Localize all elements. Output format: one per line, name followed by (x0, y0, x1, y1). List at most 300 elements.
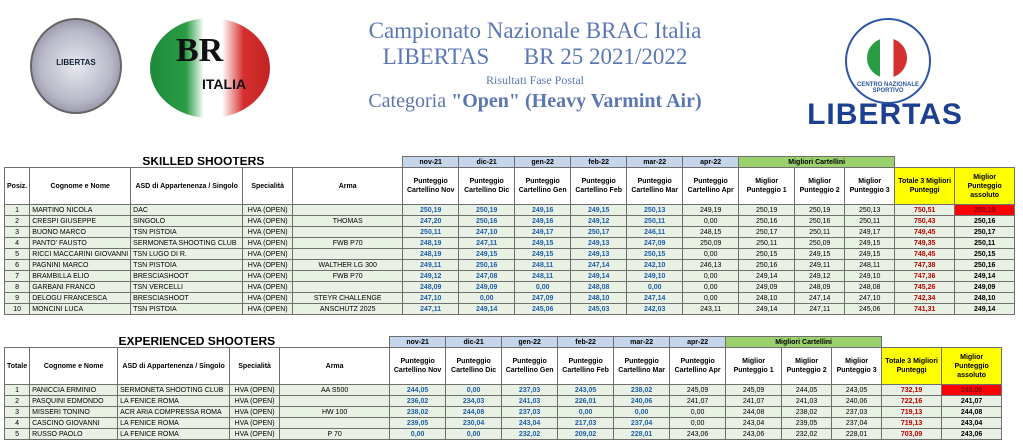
title-line4 (300, 88, 770, 114)
table-cell: 249,13 (571, 238, 627, 249)
table-cell: 248,15 (683, 227, 739, 238)
table-cell: 0,00 (558, 407, 614, 418)
month-header: apr-22 (683, 157, 739, 168)
table-cell: 0,00 (614, 407, 670, 418)
table-row (5, 304, 1015, 315)
table-cell: 239,05 (782, 418, 832, 429)
column-header: Cognome e Nome (30, 348, 118, 385)
table-row (5, 407, 1002, 418)
table-cell (293, 282, 403, 293)
table-cell: 250,11 (739, 238, 795, 249)
table-cell: 250,13 (627, 205, 683, 216)
table-cell: 247,14 (627, 293, 683, 304)
table-row (5, 205, 1015, 216)
table-cell: 749,45 (895, 227, 955, 238)
table-cell: 0,00 (683, 249, 739, 260)
table-cell: 247,08 (459, 271, 515, 282)
table-cell: ANSCHUTZ 2025 (293, 304, 403, 315)
column-header: Punteggio Cartellino Feb (571, 168, 627, 205)
table-cell: 4 (5, 418, 30, 429)
table-cell: TSN PISTOIA (131, 227, 243, 238)
table-cell: 238,02 (390, 407, 446, 418)
table-cell: 742,34 (895, 293, 955, 304)
column-header: Punteggio Cartellino Gen (502, 348, 558, 385)
migliori-header: Migliori Cartellini (739, 157, 895, 168)
column-header: Punteggio Cartellino Nov (390, 348, 446, 385)
table-cell: 250,11 (627, 216, 683, 227)
table-cell: MISSERI TONINO (30, 407, 118, 418)
table-cell: 250,15 (627, 249, 683, 260)
table-cell: HVA (OPEN) (230, 396, 280, 407)
table-cell: 249,16 (515, 216, 571, 227)
column-header: Cognome e Nome (30, 168, 131, 205)
table-cell: 250,17 (955, 227, 1015, 238)
table-cell: 247,09 (627, 238, 683, 249)
table-cell: 249,14 (739, 304, 795, 315)
table-cell: 249,11 (795, 260, 845, 271)
table-cell: 9 (5, 293, 30, 304)
column-header: Miglior Punteggio 1 (739, 168, 795, 205)
experienced-table-wrap (4, 336, 1002, 440)
table-cell: 750,43 (895, 216, 955, 227)
table-cell: 245,09 (942, 385, 1002, 396)
table-cell: 250,11 (955, 238, 1015, 249)
table-cell: 0,00 (683, 282, 739, 293)
table-cell: HVA (OPEN) (243, 304, 293, 315)
blank-cell (882, 337, 1002, 348)
table-cell: DAC (131, 205, 243, 216)
table-cell: HVA (OPEN) (243, 205, 293, 216)
table-cell (293, 249, 403, 260)
month-header: apr-22 (670, 337, 726, 348)
table-cell: 249,16 (515, 205, 571, 216)
table-cell: RICCI MACCARINI GIOVANNI (30, 249, 131, 260)
table-cell: 238,02 (782, 407, 832, 418)
table-cell: 245,09 (726, 385, 782, 396)
table-cell: 249,15 (571, 205, 627, 216)
column-header: Punteggio Cartellino Feb (558, 348, 614, 385)
table-cell: 243,04 (726, 418, 782, 429)
table-cell: 741,31 (895, 304, 955, 315)
table-cell: 244,05 (390, 385, 446, 396)
table-cell: HVA (OPEN) (230, 418, 280, 429)
column-header: Punteggio Cartellino Mar (614, 348, 670, 385)
page-title (300, 18, 770, 114)
table-cell: PANICCIA ERMINIO (30, 385, 118, 396)
table-cell: 245,06 (515, 304, 571, 315)
column-header: Posiz. (5, 168, 30, 205)
table-cell: ACR ARIA COMPRESSA ROMA (118, 407, 230, 418)
table-cell: 249,14 (459, 304, 515, 315)
table-cell: 732,19 (882, 385, 942, 396)
table-cell: 209,02 (558, 429, 614, 440)
table-cell (293, 227, 403, 238)
table-cell: 749,35 (895, 238, 955, 249)
month-header: dic-21 (446, 337, 502, 348)
table-cell: 250,19 (795, 205, 845, 216)
table-cell: 250,09 (683, 238, 739, 249)
column-header: Punteggio Cartellino Mar (627, 168, 683, 205)
section-title: EXPERIENCED SHOOTERS (5, 337, 390, 348)
logo-mid-text: BR (176, 32, 224, 69)
table-cell: 242,10 (627, 260, 683, 271)
table-cell: 250,15 (955, 249, 1015, 260)
table-cell: HVA (OPEN) (243, 227, 293, 238)
table-cell: 5 (5, 429, 30, 440)
table-cell: SINGOLO (131, 216, 243, 227)
table-cell: 250,19 (739, 205, 795, 216)
table-cell: TSN LUGO DI R. (131, 249, 243, 260)
table-cell: STEYR CHALLENGE (293, 293, 403, 304)
table-cell: 250,16 (739, 216, 795, 227)
table-cell: 249,14 (571, 271, 627, 282)
volleyball-icon (867, 38, 907, 78)
column-header: Miglior Punteggio 2 (795, 168, 845, 205)
table-cell: PASQUINI EDMONDO (30, 396, 118, 407)
column-header: ASD di Appartenenza / Singolo (118, 348, 230, 385)
table-cell: 230,04 (446, 418, 502, 429)
libertas-logo (800, 18, 970, 131)
table-cell: 246,13 (683, 260, 739, 271)
column-header: Punteggio Cartellino Apr (683, 168, 739, 205)
table-cell: P 70 (280, 429, 390, 440)
table-cell: 243,05 (832, 385, 882, 396)
table-cell: 719,13 (882, 418, 942, 429)
table-row (5, 429, 1002, 440)
table-row (5, 260, 1015, 271)
table-cell (280, 418, 390, 429)
table-cell: 228,01 (614, 429, 670, 440)
table-cell: BRESCIASHOOT (131, 271, 243, 282)
table-cell (293, 205, 403, 216)
table-cell: FWB P70 (293, 238, 403, 249)
table-cell: 248,08 (845, 282, 895, 293)
table-header-months (5, 157, 1015, 168)
table-cell: 244,08 (726, 407, 782, 418)
column-header: Specialità (230, 348, 280, 385)
table-cell: 250,17 (571, 227, 627, 238)
column-header: Punteggio Cartellino Dic (446, 348, 502, 385)
seal-text: CENTRO NAZIONALE SPORTIVO (857, 82, 919, 94)
table-cell: 248,11 (515, 260, 571, 271)
table-cell: 245,09 (670, 385, 726, 396)
logo-left-text: LIBERTAS (56, 58, 96, 67)
table-cell: 249,09 (459, 282, 515, 293)
title-line4-bold: "Open" (Heavy Varmint Air) (451, 90, 702, 112)
column-header: Miglior Punteggio 2 (782, 348, 832, 385)
table-cell: 243,11 (683, 304, 739, 315)
table-cell: 243,06 (726, 429, 782, 440)
month-header: dic-21 (459, 157, 515, 168)
title-line2: LIBERTAS BR 25 2021/2022 (382, 44, 688, 69)
month-header: feb-22 (571, 157, 627, 168)
section-title: SKILLED SHOOTERS (5, 157, 403, 168)
table-cell: 0,00 (683, 293, 739, 304)
title-line1: Campionato Nazionale BRAC Italia (368, 18, 702, 43)
table-cell: 238,02 (614, 385, 670, 396)
table-cell: 249,15 (795, 249, 845, 260)
table-cell: 249,14 (955, 304, 1015, 315)
table-cell: 241,07 (942, 396, 1002, 407)
table-row (5, 385, 1002, 396)
table-cell: 247,20 (403, 216, 459, 227)
table-cell: 217,03 (558, 418, 614, 429)
table-cell: 247,11 (795, 304, 845, 315)
table-cell: 249,12 (571, 216, 627, 227)
table-cell: 248,09 (403, 282, 459, 293)
column-header: Miglior Punteggio assoluto (955, 168, 1015, 205)
column-header: ASD di Appartenenza / Singolo (131, 168, 243, 205)
table-cell: 248,10 (739, 293, 795, 304)
table-cell: 248,09 (795, 282, 845, 293)
table-cell: 248,10 (955, 293, 1015, 304)
table-cell: HVA (OPEN) (230, 385, 280, 396)
table-header-columns (5, 348, 1002, 385)
table-cell: 249,13 (571, 249, 627, 260)
table-row (5, 227, 1015, 238)
column-header: Specialità (243, 168, 293, 205)
table-cell: 246,11 (627, 227, 683, 238)
table-row (5, 216, 1015, 227)
table-cell: FWB P70 (293, 271, 403, 282)
column-header: Arma (293, 168, 403, 205)
table-cell: 250,16 (459, 216, 515, 227)
table-cell: HVA (OPEN) (243, 260, 293, 271)
table-cell: 247,14 (795, 293, 845, 304)
table-cell: 241,03 (782, 396, 832, 407)
table-cell: 242,03 (627, 304, 683, 315)
table-cell: 247,11 (459, 238, 515, 249)
table-cell: 250,11 (795, 227, 845, 238)
table-cell: 248,10 (571, 293, 627, 304)
table-cell: 249,17 (845, 227, 895, 238)
table-cell: 747,38 (895, 260, 955, 271)
table-cell: GARBANI FRANCO (30, 282, 131, 293)
table-cell: 719,13 (882, 407, 942, 418)
table-cell: 237,04 (832, 418, 882, 429)
table-cell: 3 (5, 407, 30, 418)
table-cell: 249,14 (955, 271, 1015, 282)
table-cell: MONCINI LUCA (30, 304, 131, 315)
table-cell: TSN VERCELLI (131, 282, 243, 293)
table-cell: CRESPI GIUSEPPE (30, 216, 131, 227)
table-cell: 748,45 (895, 249, 955, 260)
table-cell: HVA (OPEN) (243, 293, 293, 304)
table-cell: 243,06 (942, 429, 1002, 440)
table-cell: 0,00 (390, 429, 446, 440)
table-cell: 2 (5, 396, 30, 407)
table-cell: 250,13 (845, 205, 895, 216)
table-cell: 248,19 (403, 249, 459, 260)
table-row (5, 418, 1002, 429)
table-row (5, 271, 1015, 282)
table-cell: 249,10 (627, 271, 683, 282)
table-cell: 248,11 (845, 260, 895, 271)
table-cell: 745,26 (895, 282, 955, 293)
table-cell: 247,10 (845, 293, 895, 304)
table-cell: 240,06 (614, 396, 670, 407)
table-cell: BRESCIASHOOT (131, 293, 243, 304)
column-header: Miglior Punteggio 3 (832, 348, 882, 385)
table-cell: 245,06 (845, 304, 895, 315)
table-cell: TSN PISTOIA (131, 304, 243, 315)
table-cell: 249,12 (795, 271, 845, 282)
table-cell: 250,16 (795, 216, 845, 227)
month-header: feb-22 (558, 337, 614, 348)
table-cell: 241,07 (670, 396, 726, 407)
column-header: Totale 3 Migliori Punteggi (895, 168, 955, 205)
table-cell: 236,02 (390, 396, 446, 407)
title-line3: Risultati Fase Postal (485, 73, 584, 87)
table-cell: 244,08 (942, 407, 1002, 418)
table-cell: 250,19 (403, 205, 459, 216)
table-cell: 237,04 (614, 418, 670, 429)
table-cell: MARTINO NICOLA (30, 205, 131, 216)
table-row (5, 249, 1015, 260)
table-cell: 249,15 (845, 249, 895, 260)
libertas-seal-icon (845, 18, 931, 104)
table-cell: 250,16 (459, 260, 515, 271)
table-cell: 6 (5, 260, 30, 271)
skilled-table (4, 156, 1015, 315)
table-cell: 232,02 (782, 429, 832, 440)
table-cell: SERMONETA SHOOTING CLUB (131, 238, 243, 249)
table-cell: 249,15 (515, 238, 571, 249)
table-row (5, 396, 1002, 407)
table-cell: 226,01 (558, 396, 614, 407)
table-cell: HVA (OPEN) (243, 216, 293, 227)
table-cell: 250,11 (845, 216, 895, 227)
table-cell: 2 (5, 216, 30, 227)
table-cell: 239,05 (390, 418, 446, 429)
title-line4-prefix: Categoria (368, 90, 452, 112)
table-cell: 250,16 (739, 260, 795, 271)
table-cell: 1 (5, 385, 30, 396)
table-cell: 250,16 (955, 260, 1015, 271)
table-cell: HVA (OPEN) (230, 429, 280, 440)
table-cell: 250,11 (403, 227, 459, 238)
table-cell: 7 (5, 271, 30, 282)
table-cell: 0,00 (627, 282, 683, 293)
table-cell: 249,17 (515, 227, 571, 238)
table-cell: 232,02 (502, 429, 558, 440)
table-cell: PAGNINI MARCO (30, 260, 131, 271)
table-cell: 247,10 (403, 293, 459, 304)
table-cell: 750,51 (895, 205, 955, 216)
table-cell: 4 (5, 238, 30, 249)
table-cell: 243,06 (670, 429, 726, 440)
table-cell: 0,00 (515, 282, 571, 293)
column-header: Miglior Punteggio 1 (726, 348, 782, 385)
table-cell: 244,08 (446, 407, 502, 418)
table-cell: TSN PISTOIA (131, 260, 243, 271)
table-cell: SERMONETA SHOOTING CLUB (118, 385, 230, 396)
table-cell: THOMAS (293, 216, 403, 227)
table-cell: LA FENICE ROMA (118, 396, 230, 407)
table-cell: LA FENICE ROMA (118, 418, 230, 429)
table-cell (280, 396, 390, 407)
table-cell: 8 (5, 282, 30, 293)
table-cell: 241,03 (502, 396, 558, 407)
table-cell: 703,09 (882, 429, 942, 440)
table-cell: 249,10 (845, 271, 895, 282)
column-header: Arma (280, 348, 390, 385)
table-cell: 747,36 (895, 271, 955, 282)
table-cell: 247,09 (515, 293, 571, 304)
table-cell: 237,03 (502, 385, 558, 396)
table-cell: AA S500 (280, 385, 390, 396)
month-header: nov-21 (403, 157, 459, 168)
table-cell: BUONO MARCO (30, 227, 131, 238)
table-header-months (5, 337, 1002, 348)
table-cell: PANTO' FAUSTO (30, 238, 131, 249)
libertas-wordmark: LIBERTAS (807, 98, 963, 131)
table-cell: 5 (5, 249, 30, 260)
table-cell: HVA (OPEN) (243, 271, 293, 282)
table-cell: DELOGU FRANCESCA (30, 293, 131, 304)
table-cell: 249,15 (459, 249, 515, 260)
table-cell: 0,00 (459, 293, 515, 304)
month-header: mar-22 (627, 157, 683, 168)
table-cell: 243,04 (502, 418, 558, 429)
table-cell: 250,09 (795, 238, 845, 249)
column-header: Totale (5, 348, 30, 385)
table-cell: WALTHER LG 300 (293, 260, 403, 271)
table-cell: 249,14 (739, 271, 795, 282)
table-cell: 241,07 (726, 396, 782, 407)
table-cell: 0,00 (446, 385, 502, 396)
table-cell: 247,14 (571, 260, 627, 271)
month-header: gen-22 (502, 337, 558, 348)
table-cell: HVA (OPEN) (243, 282, 293, 293)
table-cell: 1 (5, 205, 30, 216)
table-cell: 249,15 (515, 249, 571, 260)
table-cell: 0,00 (670, 418, 726, 429)
table-cell: 250,17 (739, 227, 795, 238)
column-header: Miglior Punteggio assoluto (942, 348, 1002, 385)
table-cell: HVA (OPEN) (243, 249, 293, 260)
table-cell: 250,19 (459, 205, 515, 216)
table-cell: HW 100 (280, 407, 390, 418)
experienced-table (4, 336, 1002, 440)
table-cell: HVA (OPEN) (230, 407, 280, 418)
table-cell: 249,09 (955, 282, 1015, 293)
table-header-columns (5, 168, 1015, 205)
table-cell: 250,19 (955, 205, 1015, 216)
table-cell: RUSSO PAOLO (30, 429, 118, 440)
table-cell: 0,00 (683, 216, 739, 227)
table-cell: 10 (5, 304, 30, 315)
table-cell: HVA (OPEN) (243, 238, 293, 249)
table-cell: 245,03 (571, 304, 627, 315)
table-cell: 247,10 (459, 227, 515, 238)
month-header: mar-22 (614, 337, 670, 348)
blank-cell (895, 157, 1015, 168)
table-cell: 243,04 (942, 418, 1002, 429)
column-header: Miglior Punteggio 3 (845, 168, 895, 205)
table-cell: 240,06 (832, 396, 882, 407)
month-header: gen-22 (515, 157, 571, 168)
table-cell: 0,00 (683, 271, 739, 282)
table-cell: 249,11 (403, 260, 459, 271)
table-cell: 247,11 (403, 304, 459, 315)
table-cell: LA FENICE ROMA (118, 429, 230, 440)
table-cell: 250,15 (739, 249, 795, 260)
month-header: nov-21 (390, 337, 446, 348)
table-cell: 249,15 (845, 238, 895, 249)
table-cell: CASCINO GIOVANNI (30, 418, 118, 429)
skilled-table-wrap (4, 156, 1015, 315)
